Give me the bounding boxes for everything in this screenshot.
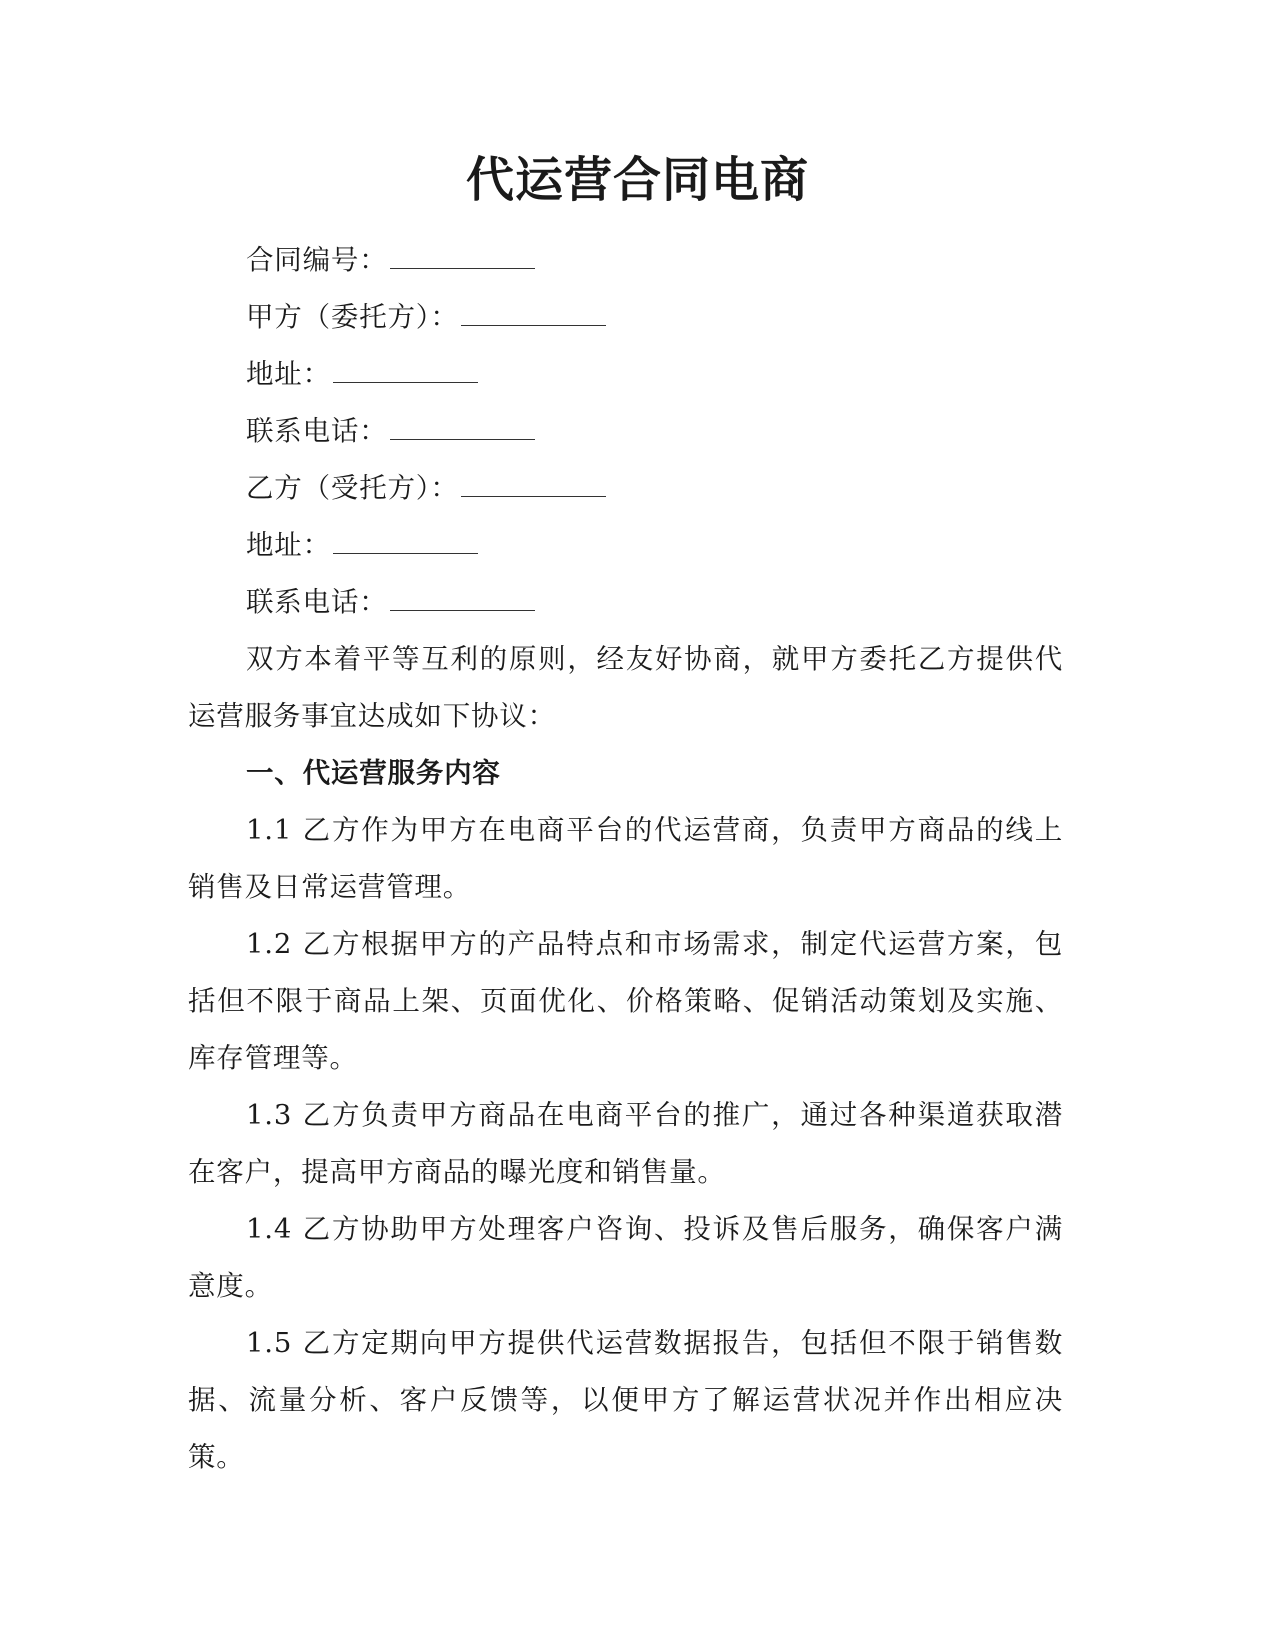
document-title: 代运营合同电商: [465, 152, 809, 208]
field-label: 乙方（受托方）：: [246, 472, 459, 504]
clause-paragraph: 1.5 乙方定期向甲方提供代运营数据报告，包括但不限于销售数据、流量分析、客户反馈等，以便甲方了解运营状况并作出相应决策。: [188, 1327, 1063, 1473]
field-label: 合同编号：: [246, 244, 388, 276]
field-label: 地址：: [246, 358, 331, 390]
clause-paragraph: 1.1 乙方作为甲方在电商平台的代运营商，负责甲方商品的线上销售及日常运营管理。: [188, 814, 1063, 903]
field-label: 甲方（委托方）：: [246, 301, 459, 333]
clause-paragraph: 1.4 乙方协助甲方处理客户咨询、投诉及售后服务，确保客户满意度。: [188, 1213, 1063, 1302]
clause-paragraph: 1.2 乙方根据甲方的产品特点和市场需求，制定代运营方案，包括但不限于商品上架、页面优化、价格策略、促销活动策划及实施、库存管理等。: [188, 928, 1063, 1074]
party-b-address-field: [188, 517, 1063, 574]
party-b-phone-field: [188, 574, 1063, 631]
contract-number-field: [188, 232, 1063, 289]
fill-in-blank: [333, 350, 478, 383]
fill-in-blank: [333, 521, 478, 554]
party-b-field: [188, 460, 1063, 517]
field-label: 地址：: [246, 529, 331, 561]
fill-in-blank: [390, 578, 535, 611]
party-a-field: [188, 289, 1063, 346]
fill-in-blank: [461, 464, 606, 497]
document-body: [188, 232, 1063, 1486]
clause-paragraph: 1.3 乙方负责甲方商品在电商平台的推广，通过各种渠道获取潜在客户，提高甲方商品的曝光度和销售量。: [188, 1099, 1063, 1188]
party-a-address-field: [188, 346, 1063, 403]
party-a-phone-field: [188, 403, 1063, 460]
field-label: 联系电话：: [246, 415, 388, 447]
fill-in-blank: [461, 293, 606, 326]
section-heading: 一、代运营服务内容: [246, 757, 501, 789]
intro-paragraph: 双方本着平等互利的原则，经友好协商，就甲方委托乙方提供代运营服务事宜达成如下协议：: [188, 643, 1063, 732]
fill-in-blank: [390, 407, 535, 440]
fill-in-blank: [390, 236, 535, 269]
field-label: 联系电话：: [246, 586, 388, 618]
